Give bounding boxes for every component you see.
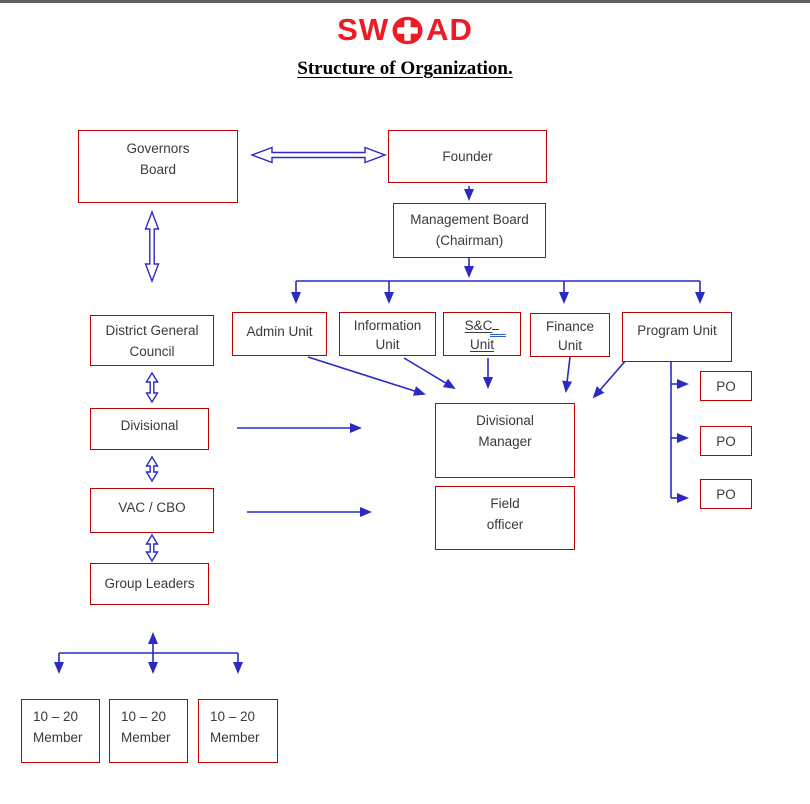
box-governors-board: Governors Board xyxy=(78,130,238,203)
box-vac-cbo: VAC / CBO xyxy=(90,488,214,533)
box-member-2: 10 – 20 Member xyxy=(109,699,188,763)
box-po-1: PO xyxy=(700,371,752,401)
box-po-2: PO xyxy=(700,426,752,456)
logo-text-prefix: SW xyxy=(337,12,390,47)
box-member-1: 10 – 20 Member xyxy=(21,699,100,763)
arrow-admin-dm xyxy=(308,357,424,394)
logo-text-suffix: AD xyxy=(426,12,473,47)
double-arrow-governors-founder xyxy=(252,148,385,163)
arrow-information-dm xyxy=(404,358,454,388)
double-arrow-governors-council xyxy=(146,212,159,281)
box-admin-unit: Admin Unit xyxy=(232,312,327,356)
box-founder: Founder xyxy=(388,130,547,183)
box-group-leaders: Group Leaders xyxy=(90,563,209,605)
double-arrow-vac-group xyxy=(147,535,158,561)
box-divisional-manager: Divisional Manager xyxy=(435,403,575,478)
box-field-officer: Field officer xyxy=(435,486,575,550)
double-arrow-divisional-vac xyxy=(147,457,158,481)
box-sc-unit: S&C Unit xyxy=(443,312,521,356)
box-district-general-council: District General Council xyxy=(90,315,214,366)
grammar-check-underline xyxy=(490,334,506,337)
arrow-finance-dm xyxy=(566,357,570,391)
box-po-3: PO xyxy=(700,479,752,509)
arrow-program-dm xyxy=(594,359,627,397)
box-finance-unit: Finance Unit xyxy=(530,313,610,357)
box-program-unit: Program Unit xyxy=(622,312,732,362)
page-title: Structure of Organization. xyxy=(297,58,513,79)
box-information-unit: Information Unit xyxy=(339,312,436,356)
box-member-3: 10 – 20 Member xyxy=(198,699,278,763)
box-divisional: Divisional xyxy=(90,408,209,450)
double-arrow-council-divisional xyxy=(147,373,158,402)
box-management-board: Management Board (Chairman) xyxy=(393,203,546,258)
